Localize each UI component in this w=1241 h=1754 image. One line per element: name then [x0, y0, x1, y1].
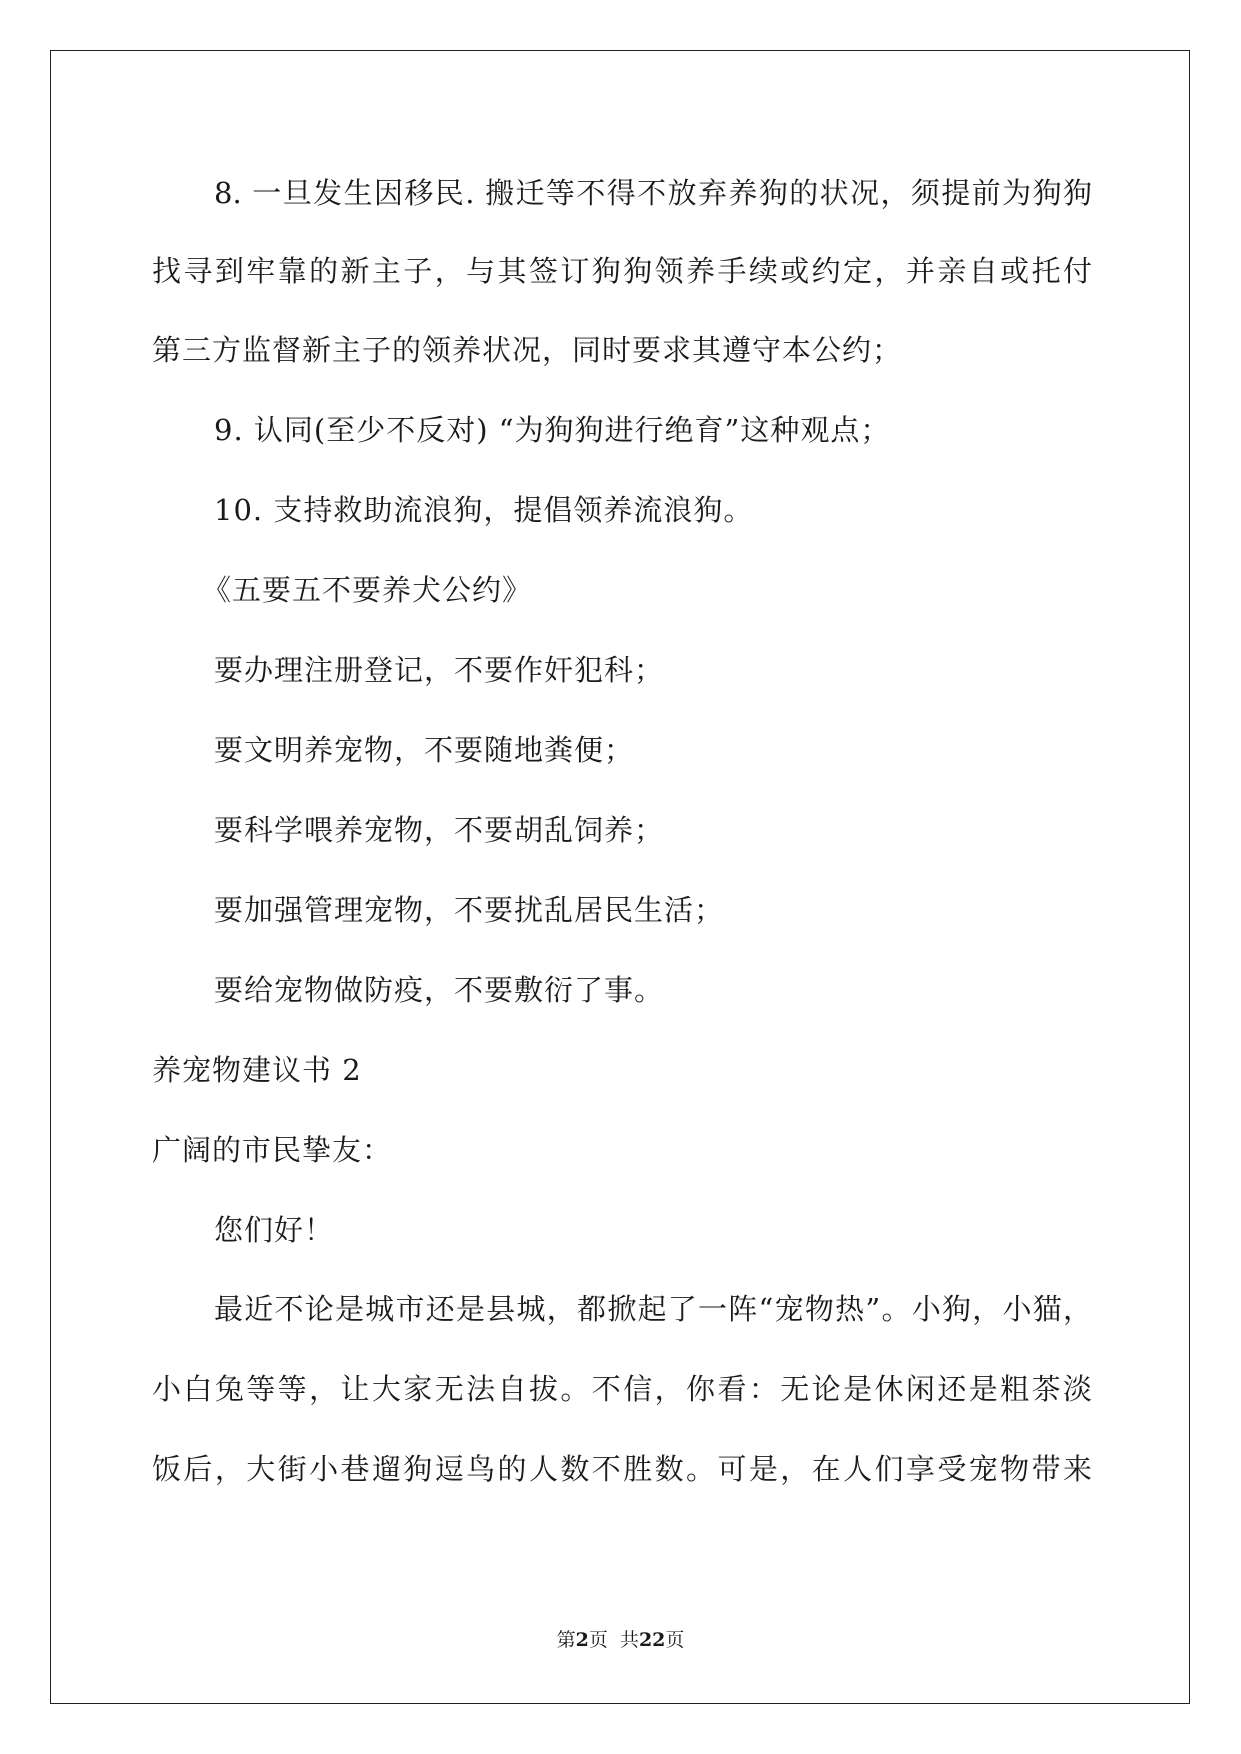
rule-item: 要科学喂养宠物，不要胡乱饲养； — [214, 813, 665, 847]
paragraph-8-line-2: 找寻到牢靠的新主子，与其签订狗狗领养手续或约定，并亲自或托付 — [152, 254, 1092, 288]
page-footer — [0, 1628, 1241, 1652]
footer-middle: 页 共 — [588, 1629, 639, 1651]
body-paragraph-line-2: 小白兔等等，让大家无法自拔。不信，你看：无论是休闲还是粗茶淡 — [152, 1372, 1092, 1406]
section-heading: 养宠物建议书 2 — [152, 1053, 362, 1087]
footer-prefix: 第 — [556, 1629, 576, 1651]
paragraph-8-line-3: 第三方监督新主子的领养状况，同时要求其遵守本公约； — [152, 333, 903, 367]
convention-title: 《五要五不要养犬公约》 — [202, 573, 533, 607]
rule-item: 要文明养宠物，不要随地粪便； — [214, 733, 635, 767]
rule-item: 要办理注册登记，不要作奸犯科； — [214, 653, 665, 687]
salutation: 广阔的市民挚友： — [152, 1133, 393, 1167]
rule-item: 要给宠物做防疫，不要敷衍了事。 — [214, 973, 665, 1007]
paragraph-10: 10. 支持救助流浪狗，提倡领养流浪狗。 — [214, 493, 754, 527]
paragraph-8-line-1: 8. 一旦发生因移民. 搬迁等不得不放弃养狗的状况，须提前为狗狗 — [214, 176, 1092, 210]
footer-page-number: 2 — [575, 1629, 589, 1651]
body-paragraph-line-1: 最近不论是城市还是县城，都掀起了一阵“宠物热”。小狗，小猫， — [214, 1292, 1092, 1326]
greeting: 您们好！ — [214, 1213, 335, 1247]
rule-item: 要加强管理宠物，不要扰乱居民生活； — [214, 893, 725, 927]
paragraph-9: 9. 认同(至少不反对) “为狗狗进行绝育”这种观点； — [214, 413, 891, 447]
footer-suffix: 页 — [665, 1629, 685, 1651]
body-paragraph-line-3: 饭后，大街小巷遛狗逗鸟的人数不胜数。可是，在人们享受宠物带来 — [152, 1452, 1092, 1486]
footer-total-pages: 22 — [638, 1629, 666, 1651]
